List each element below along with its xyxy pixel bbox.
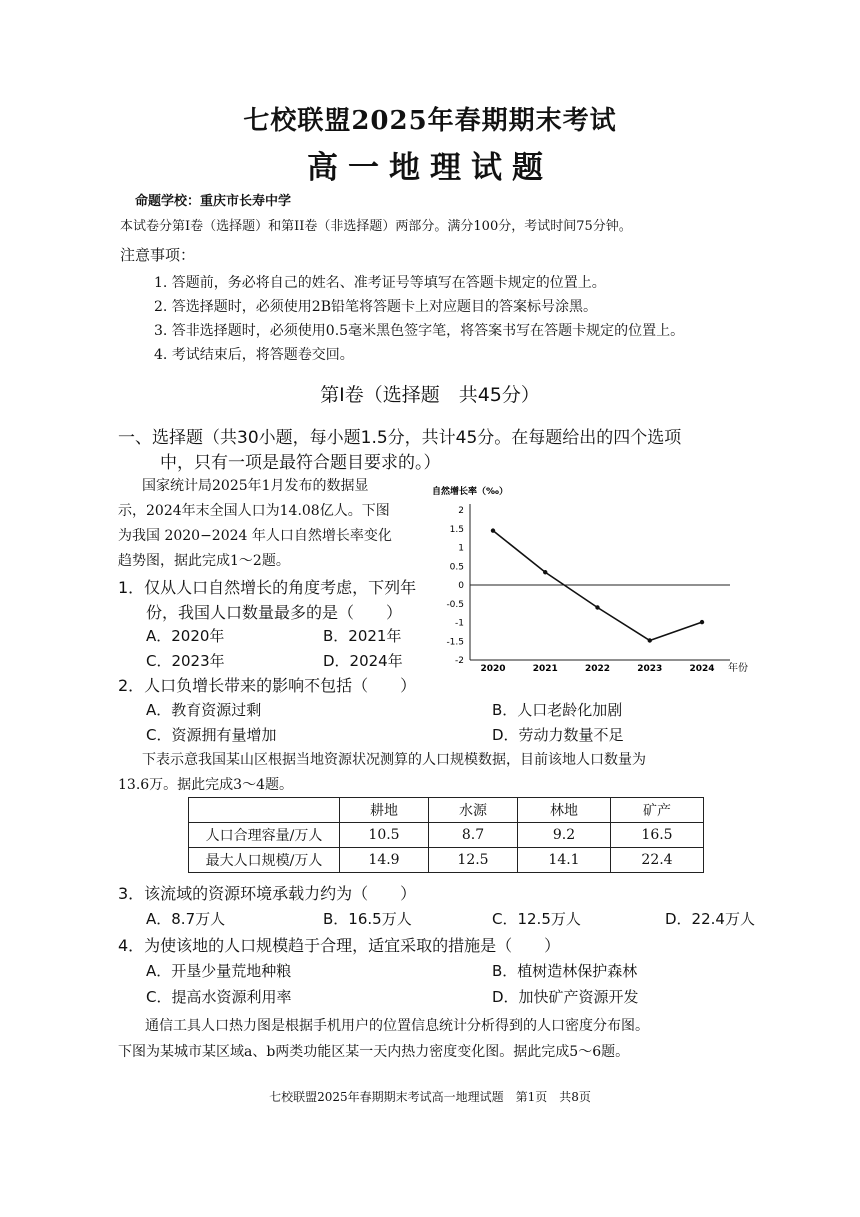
table-row [189, 823, 704, 848]
page-footer: 七校联盟2025年春期期末考试高一地理试题 第1页 共8页 [269, 1090, 591, 1104]
q3-option-d: D．22.4万人 [665, 910, 755, 928]
table-cell: 14.1 [518, 848, 611, 873]
q3-stem: 3．该流域的资源环境承载力约为（ ） [118, 884, 417, 903]
table-cell: 12.5 [429, 848, 518, 873]
note-item: 4. 考试结束后，将答题卷交回。 [154, 347, 354, 363]
note-item: 2. 答选择题时，必须使用2B铅笔将答题卡上对应题目的答案标号涂黑。 [154, 299, 598, 315]
q1-option-a: A．2020年 [146, 627, 225, 645]
q1-option-c: C．2023年 [146, 652, 225, 670]
table-cell: 16.5 [611, 823, 704, 848]
growth-rate-chart [430, 478, 760, 676]
y-tick-label: -0.5 [446, 599, 464, 610]
x-tick-label: 2024 [689, 664, 715, 674]
data-point [648, 638, 652, 642]
table-row [189, 848, 704, 873]
data-point [491, 528, 495, 532]
table-header-cell: 耕地 [340, 798, 429, 823]
table-cell: 8.7 [429, 823, 518, 848]
data-point [543, 570, 547, 574]
table-header-cell: 水源 [429, 798, 518, 823]
q3-option-a: A．8.7万人 [146, 910, 226, 928]
subject-title: 高一地理试题 [307, 150, 553, 186]
note-item: 1. 答题前，务必将自己的姓名、准考证号等填写在答题卡规定的位置上。 [154, 275, 606, 291]
passage-line: 趋势图，据此完成1～2题。 [118, 553, 290, 569]
table-header-cell: 林地 [518, 798, 611, 823]
q3-option-c: C．12.5万人 [492, 910, 581, 928]
school-line: 命题学校：重庆市长寿中学 [135, 194, 292, 209]
part1-heading: 第I卷（选择题 共45分） [320, 384, 540, 406]
q4-stem: 4．为使该地的人口规模趋于合理，适宜采取的措施是（ ） [118, 936, 561, 955]
q1-option-b: B．2021年 [323, 627, 402, 645]
data-point [595, 605, 599, 609]
table-header-cell: 矿产 [611, 798, 704, 823]
q3-option-b: B．16.5万人 [323, 910, 412, 928]
passage-line: 为我国 2020−2024 年人口自然增长率变化 [118, 528, 392, 544]
x-tick-label: 2020 [480, 664, 506, 674]
table-cell: 人口合理容量/万人 [189, 823, 340, 848]
x-tick-label: 2022 [584, 664, 611, 674]
y-tick-label: 0.5 [449, 562, 464, 573]
exam-title: 七校联盟2025年春期期末考试 [243, 106, 617, 136]
q1-stem-cont: 份，我国人口数量最多的是（ ） [146, 603, 403, 622]
q1-option-d: D．2024年 [323, 652, 403, 670]
q4-option-c: C．提高水资源利用率 [146, 988, 292, 1006]
passage-line: 示，2024年末全国人口为14.08亿人。下图 [118, 503, 390, 519]
population-table [188, 797, 704, 873]
table-cell: 10.5 [340, 823, 429, 848]
y-tick-label: 2 [458, 506, 464, 516]
q2-option-c: C．资源拥有量增加 [146, 726, 277, 744]
x-tick-label: 2023 [637, 664, 663, 674]
section-heading-cont: 中，只有一项是最符合题目要求的。） [160, 453, 441, 473]
y-tick-label: 1 [458, 543, 464, 554]
passage-line: 下表示意我国某山区根据当地资源状况测算的人口规模数据，目前该地人口数量为 [142, 752, 646, 768]
passage-line: 国家统计局2025年1月发布的数据显 [142, 478, 369, 494]
intro-line: 本试卷分第I卷（选择题）和第II卷（非选择题）两部分。满分100分，考试时间75分钟。 [120, 219, 632, 234]
q2-option-b: B．人口老龄化加剧 [492, 701, 623, 719]
section-heading: 一、选择题（共30小题，每小题1.5分，共计45分。在每题给出的四个选项 [118, 428, 682, 448]
y-tick-label: -1 [455, 618, 464, 629]
passage-line: 下图为某城市某区域a、b两类功能区某一天内热力密度变化图。据此完成5～6题。 [118, 1044, 630, 1060]
table-cell: 最大人口规模/万人 [189, 848, 340, 873]
q4-option-a: A．开垦少量荒地种粮 [146, 962, 292, 980]
x-axis-title: 年份 [728, 663, 748, 674]
notes-heading: 注意事项： [120, 246, 196, 264]
data-point [700, 620, 704, 624]
passage-line: 13.6万。据此完成3～4题。 [118, 777, 293, 793]
passage-line: 通信工具人口热力图是根据手机用户的位置信息统计分析得到的人口密度分布图。 [145, 1018, 649, 1034]
y-tick-label: -1.5 [446, 637, 464, 648]
table-header-row [189, 798, 704, 823]
q4-option-b: B．植树造林保护森林 [492, 962, 638, 980]
table-cell: 9.2 [518, 823, 611, 848]
q1-stem: 1．仅从人口自然增长的角度考虑，下列年 [118, 578, 417, 597]
y-tick-label: 0 [458, 581, 464, 591]
table-cell: 14.9 [340, 848, 429, 873]
q2-stem: 2．人口负增长带来的影响不包括（ ） [118, 676, 417, 695]
y-tick-label: -2 [455, 656, 464, 666]
note-item: 3. 答非选择题时，必须使用0.5毫米黑色签字笔，将答案书写在答题卡规定的位置上。 [154, 323, 685, 339]
x-tick-label: 2021 [532, 664, 558, 674]
series-line [493, 531, 702, 641]
q4-option-d: D．加快矿产资源开发 [492, 988, 639, 1006]
table-header-cell [189, 798, 340, 823]
table-cell: 22.4 [611, 848, 704, 873]
q2-option-d: D．劳动力数量不足 [492, 726, 624, 744]
q2-option-a: A．教育资源过剩 [146, 701, 262, 719]
y-axis-title: 自然增长率（‰） [432, 487, 508, 497]
y-tick-label: 1.5 [449, 524, 464, 535]
